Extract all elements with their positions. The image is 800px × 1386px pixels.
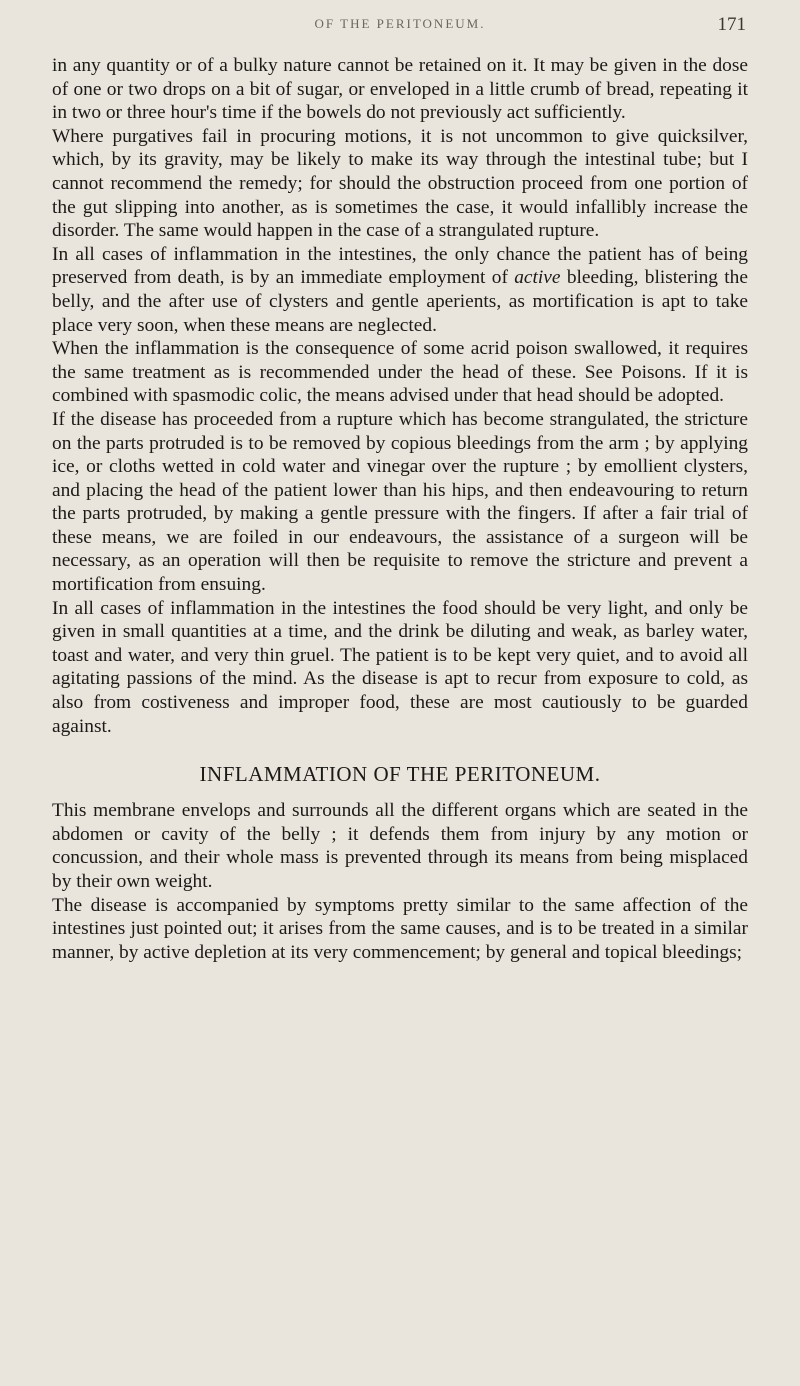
paragraph-3-start: In all cases of inflammation in the intestines, the only chance the patient has of being preserved from death, is by an immediate employment of bbox=[52, 243, 748, 289]
paragraph-2: Where purgatives fail in procuring motions, it is not uncommon to give quicksilver, which, by its gravity, may be likely to make its way through the intestinal tube; but I cannot recommend the remedy; for should the obstruction proceed from one portion of the gut slipping into another, as is sometimes the case, it would infallibly increase the disorder. The same would happen in the case of a strangulated rupture. bbox=[52, 125, 748, 242]
paragraph-8: The disease is accompanied by symptoms pretty similar to the same affection of the intestines just pointed out; it arises from the same causes, and is to be treated in a similar manner, by active depletion at its very commencement; by general and topical bleedings; bbox=[52, 894, 748, 963]
emphasis-active: active bbox=[514, 267, 561, 289]
paragraph-1: in any quantity or of a bulky nature cannot be retained on it. It may be given in the dose of one or two drops on a bit of sugar, or enveloped in a little crumb of bread, repeating it in two or three hour's time if the bowels do not previously act sufficiently. bbox=[52, 55, 748, 124]
page-number: 171 bbox=[717, 14, 746, 35]
running-head bbox=[52, 14, 748, 54]
paragraph-5: If the disease has proceeded from a rupture which has become strangulated, the stricture on the parts protruded is to be removed by copious bleedings from the arm ; by applying ice, or cloths wetted in cold water and vinegar over the rupture ; by emollient clysters, and placing the head of the patient lower than his hips, and then endeavouring to return the parts protruded, by making a gentle pressure with the fingers. If after a fair trial of these means, we are foiled in our endeavours, the assistance of a surgeon will be necessary, as an operation will then be requisite to remove the stricture and prevent a mortification from ensuing. bbox=[52, 408, 748, 596]
running-title: OF THE PERITONEUM. bbox=[314, 16, 486, 31]
paragraph-4: When the inflammation is the consequence of some acrid poison swallowed, it requires the same treatment as is recommended under the head of these. See Poisons. If it is combined with spasmodic colic, the means advised under that head should be adopted. bbox=[52, 338, 748, 407]
paragraph-6: In all cases of inflammation in the intestines the food should be very light, and only be given in small quantities at a time, and the drink be diluting and weak, as barley water, toast and water, and very thin gruel. The patient is to be kept very quiet, and to avoid all agitating passions of the mind. As the disease is apt to recur from exposure to cold, as also from costiveness and improper food, these are most cautiously to be guarded against. bbox=[52, 597, 748, 737]
paragraph-3 bbox=[52, 243, 748, 337]
section-heading: INFLAMMATION OF THE PERITONEUM. bbox=[199, 762, 601, 787]
paragraph-7: This membrane envelops and surrounds all the different organs which are seated in the abdomen or cavity of the belly ; it defends them from injury by any motion or concussion, and their whole mass is prevented through its means from being misplaced by their own weight. bbox=[52, 800, 748, 892]
paragraph-3-end: bleeding, blistering the belly, and the after use of clysters and gentle aperients, as mortification is apt to take place very soon, when these means are neglected. bbox=[52, 267, 748, 336]
body-text bbox=[52, 54, 748, 964]
